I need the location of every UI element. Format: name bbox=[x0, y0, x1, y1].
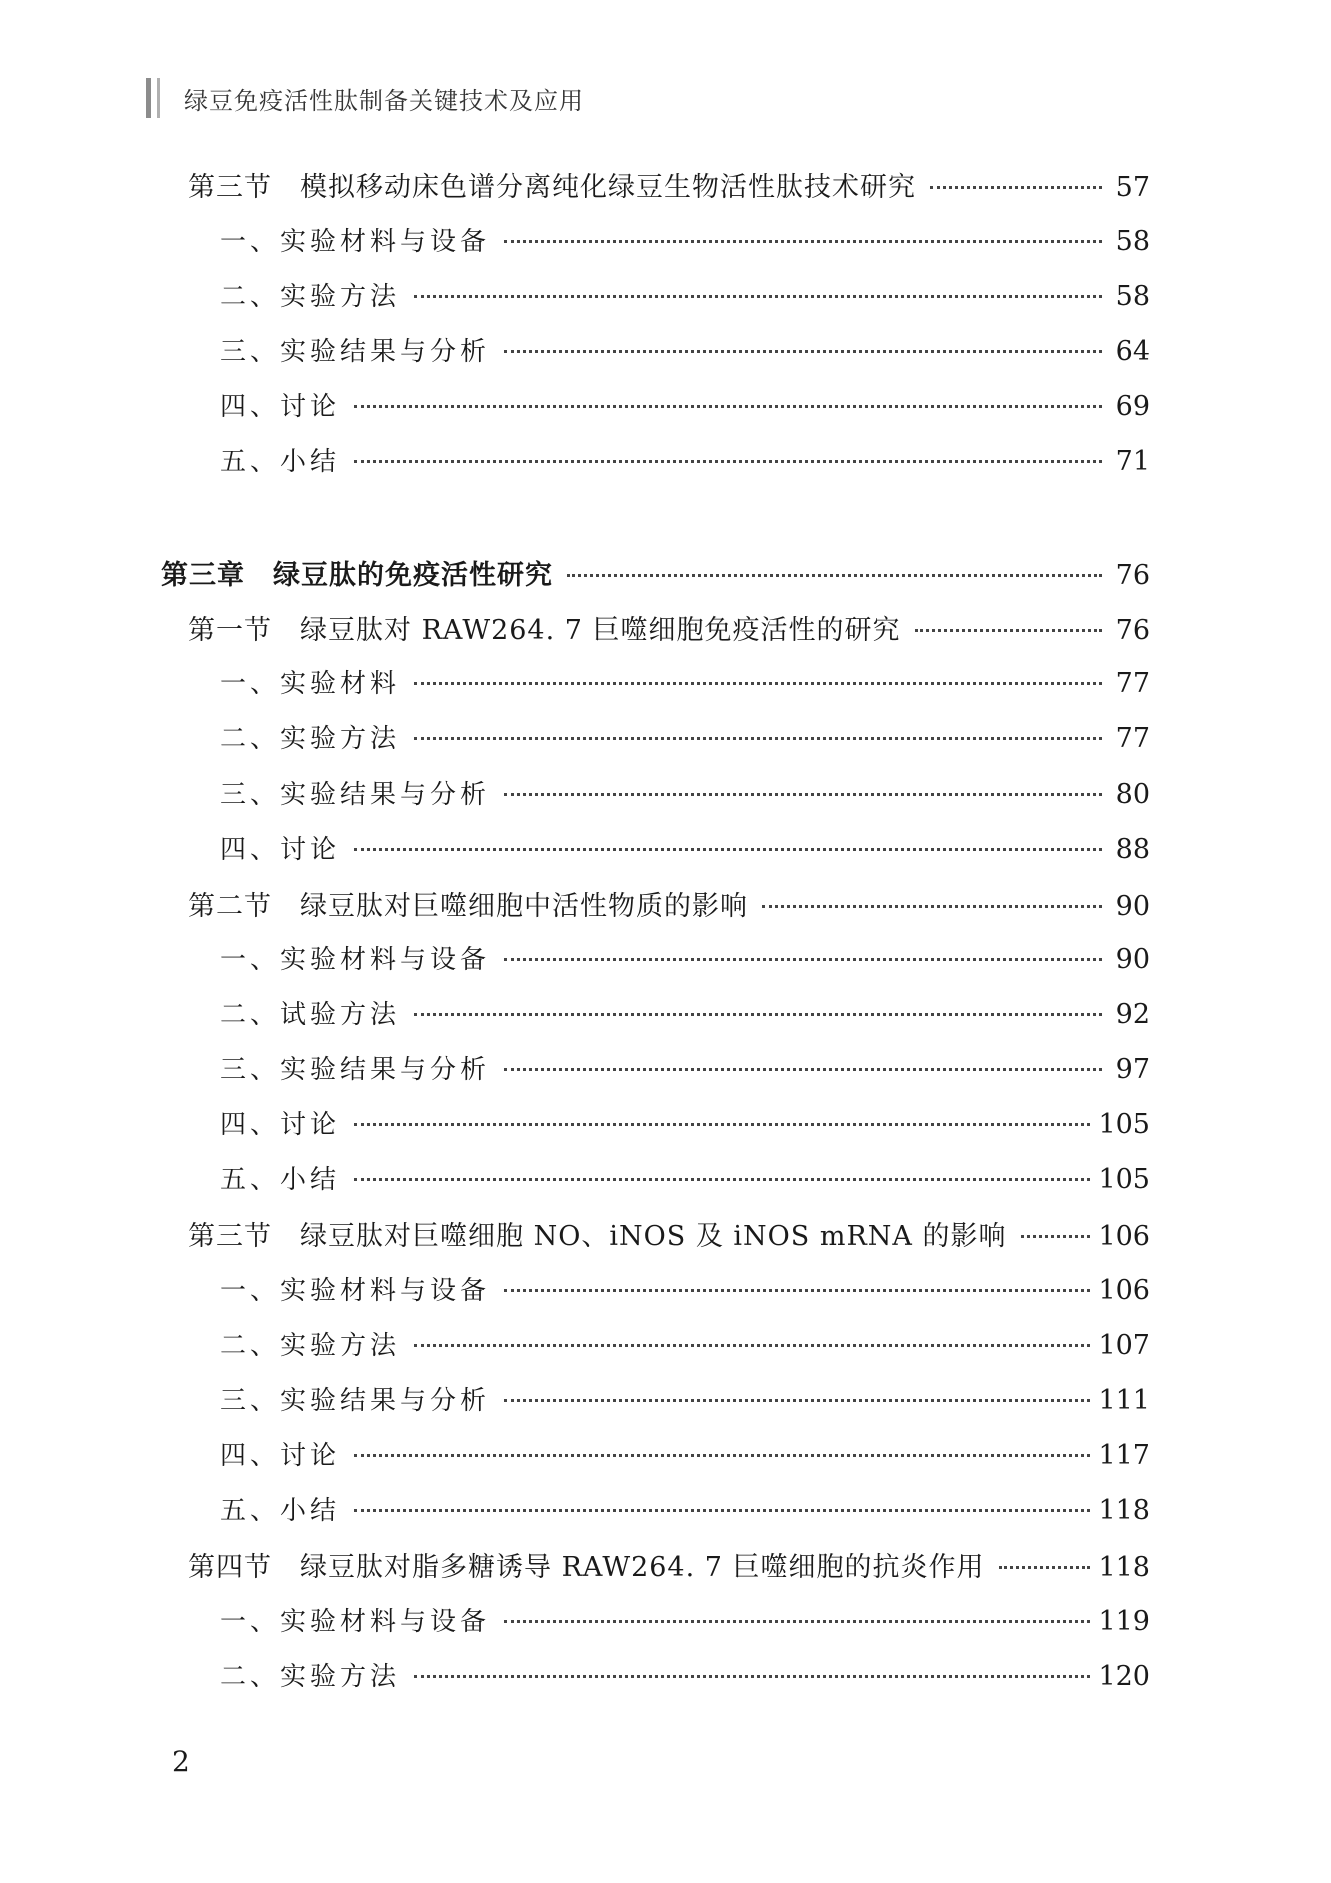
toc-entry-section[interactable] bbox=[188, 1545, 1150, 1585]
toc-entry-label: 三、实验结果与分析 bbox=[220, 337, 491, 367]
toc-entry-item[interactable] bbox=[220, 663, 1150, 703]
toc-entry-item[interactable] bbox=[220, 331, 1150, 371]
toc-entry-item[interactable] bbox=[220, 1380, 1150, 1420]
toc-entry-item[interactable] bbox=[220, 276, 1150, 316]
toc-leader-dots bbox=[504, 1399, 1090, 1402]
toc-entry-label: 三、实验结果与分析 bbox=[220, 1055, 491, 1085]
toc-entry-page-number: 90 bbox=[1115, 944, 1150, 975]
toc-entry-label: 一、实验材料与设备 bbox=[220, 1276, 491, 1306]
toc-entry-page-number: 90 bbox=[1115, 891, 1150, 922]
toc-leader-dots bbox=[930, 186, 1102, 189]
toc-entry-label: 五、小结 bbox=[220, 447, 341, 477]
toc-leader-dots bbox=[354, 460, 1102, 463]
toc-entry-label: 二、实验方法 bbox=[220, 724, 401, 754]
toc-entry-page-number: 76 bbox=[1115, 615, 1150, 646]
toc-entry-page-number: 64 bbox=[1115, 336, 1150, 367]
running-head-title: 绿豆免疫活性肽制备关键技术及应用 bbox=[184, 86, 584, 115]
toc-entry-item[interactable] bbox=[220, 1490, 1150, 1530]
toc-entry-item[interactable] bbox=[220, 1159, 1150, 1199]
toc-entry-item[interactable] bbox=[220, 1104, 1150, 1144]
toc-entry-item[interactable] bbox=[220, 829, 1150, 869]
toc-entry-page-number: 118 bbox=[1098, 1552, 1150, 1583]
toc-entry-item[interactable] bbox=[220, 1049, 1150, 1089]
toc-entry-page-number: 57 bbox=[1115, 172, 1150, 203]
toc-entry-page-number: 80 bbox=[1115, 779, 1150, 810]
running-head-bar-thin-icon bbox=[157, 78, 160, 118]
toc-entry-item[interactable] bbox=[220, 1435, 1150, 1475]
toc-entry-page-number: 105 bbox=[1098, 1109, 1150, 1140]
toc-leader-dots bbox=[414, 1675, 1090, 1678]
toc-entry-label: 五、小结 bbox=[220, 1496, 341, 1526]
toc-entry-page-number: 105 bbox=[1098, 1164, 1150, 1195]
toc-entry-label: 第二节 绿豆肽对巨噬细胞中活性物质的影响 bbox=[188, 891, 748, 922]
toc-leader-dots bbox=[354, 1178, 1090, 1181]
toc-entry-item[interactable] bbox=[220, 994, 1150, 1034]
toc-entry-label: 四、讨论 bbox=[220, 835, 341, 865]
running-head-bar-icon bbox=[146, 78, 151, 118]
toc-entry-item[interactable] bbox=[220, 1601, 1150, 1641]
toc-entry-page-number: 119 bbox=[1098, 1606, 1150, 1637]
toc-leader-dots bbox=[504, 1068, 1102, 1071]
toc-entry-label: 第一节 绿豆肽对 RAW264. 7 巨噬细胞免疫活性的研究 bbox=[188, 615, 901, 646]
toc-entry-page-number: 118 bbox=[1098, 1495, 1150, 1526]
toc-entry-item[interactable] bbox=[220, 1656, 1150, 1696]
toc-entry-section[interactable] bbox=[188, 608, 1150, 648]
toc-entry-page-number: 69 bbox=[1115, 391, 1150, 422]
toc-entry-label: 二、实验方法 bbox=[220, 282, 401, 312]
toc-leader-dots bbox=[414, 1344, 1090, 1347]
toc-entry-page-number: 106 bbox=[1098, 1275, 1150, 1306]
toc-entry-page-number: 77 bbox=[1115, 668, 1150, 699]
toc-entry-chapter[interactable] bbox=[161, 553, 1150, 593]
toc-entry-page-number: 92 bbox=[1115, 999, 1150, 1030]
toc-entry-page-number: 111 bbox=[1098, 1385, 1150, 1416]
toc-leader-dots bbox=[915, 629, 1102, 632]
toc-entry-item[interactable] bbox=[220, 939, 1150, 979]
toc-entry-item[interactable] bbox=[220, 1325, 1150, 1365]
toc-entry-page-number: 71 bbox=[1115, 446, 1150, 477]
toc-entry-section[interactable] bbox=[188, 165, 1150, 205]
page-number: 2 bbox=[172, 1745, 190, 1778]
toc-leader-dots bbox=[567, 574, 1102, 577]
toc-entry-label: 四、讨论 bbox=[220, 392, 341, 422]
toc-entry-item[interactable] bbox=[220, 718, 1150, 758]
toc-leader-dots bbox=[414, 682, 1102, 685]
toc-leader-dots bbox=[354, 1509, 1090, 1512]
running-head bbox=[146, 78, 584, 118]
toc-entry-page-number: 88 bbox=[1115, 834, 1150, 865]
toc-leader-dots bbox=[414, 737, 1102, 740]
toc-entry-label: 三、实验结果与分析 bbox=[220, 1386, 491, 1416]
toc-entry-label: 第三章 绿豆肽的免疫活性研究 bbox=[161, 560, 553, 591]
toc-leader-dots bbox=[999, 1566, 1091, 1569]
toc-entry-label: 第三节 绿豆肽对巨噬细胞 NO、iNOS 及 iNOS mRNA 的影响 bbox=[188, 1221, 1007, 1252]
toc-leader-dots bbox=[504, 958, 1102, 961]
toc-entry-item[interactable] bbox=[220, 221, 1150, 261]
toc-entry-page-number: 117 bbox=[1098, 1440, 1150, 1471]
toc-entry-label: 一、实验材料与设备 bbox=[220, 227, 491, 257]
toc-entry-label: 二、实验方法 bbox=[220, 1331, 401, 1361]
toc-entry-label: 三、实验结果与分析 bbox=[220, 780, 491, 810]
toc-entry-label: 一、实验材料与设备 bbox=[220, 945, 491, 975]
toc-entry-page-number: 58 bbox=[1115, 281, 1150, 312]
toc-entry-page-number: 58 bbox=[1115, 226, 1150, 257]
toc-leader-dots bbox=[414, 1013, 1102, 1016]
toc-entry-item[interactable] bbox=[220, 441, 1150, 481]
toc-leader-dots bbox=[354, 848, 1102, 851]
toc-entry-page-number: 97 bbox=[1115, 1054, 1150, 1085]
toc-entry-label: 第三节 模拟移动床色谱分离纯化绿豆生物活性肽技术研究 bbox=[188, 172, 916, 203]
toc-leader-dots bbox=[354, 405, 1102, 408]
toc-leader-dots bbox=[1021, 1235, 1091, 1238]
toc-entry-page-number: 77 bbox=[1115, 723, 1150, 754]
toc-entry-section[interactable] bbox=[188, 1214, 1150, 1254]
toc-leader-dots bbox=[504, 1620, 1090, 1623]
toc-entry-item[interactable] bbox=[220, 1270, 1150, 1310]
toc-leader-dots bbox=[762, 905, 1102, 908]
toc-entry-label: 四、讨论 bbox=[220, 1110, 341, 1140]
toc-leader-dots bbox=[504, 350, 1102, 353]
toc-entry-label: 四、讨论 bbox=[220, 1441, 341, 1471]
toc-entry-label: 第四节 绿豆肽对脂多糖诱导 RAW264. 7 巨噬细胞的抗炎作用 bbox=[188, 1552, 985, 1583]
toc-leader-dots bbox=[504, 793, 1102, 796]
toc-leader-dots bbox=[414, 295, 1102, 298]
toc-entry-page-number: 120 bbox=[1098, 1661, 1150, 1692]
toc-entry-section[interactable] bbox=[188, 884, 1150, 924]
toc-entry-page-number: 76 bbox=[1115, 560, 1150, 591]
toc-leader-dots bbox=[504, 240, 1102, 243]
toc-leader-dots bbox=[354, 1123, 1090, 1126]
toc-entry-label: 二、实验方法 bbox=[220, 1662, 401, 1692]
toc-entry-page-number: 107 bbox=[1098, 1330, 1150, 1361]
toc-leader-dots bbox=[504, 1289, 1090, 1292]
toc-entry-label: 一、实验材料与设备 bbox=[220, 1607, 491, 1637]
toc-entry-label: 一、实验材料 bbox=[220, 669, 401, 699]
toc-entry-item[interactable] bbox=[220, 774, 1150, 814]
toc-leader-dots bbox=[354, 1454, 1090, 1457]
toc-entry-label: 二、试验方法 bbox=[220, 1000, 401, 1030]
toc-entry-item[interactable] bbox=[220, 386, 1150, 426]
toc-entry-page-number: 106 bbox=[1098, 1221, 1150, 1252]
toc-entry-label: 五、小结 bbox=[220, 1165, 341, 1195]
